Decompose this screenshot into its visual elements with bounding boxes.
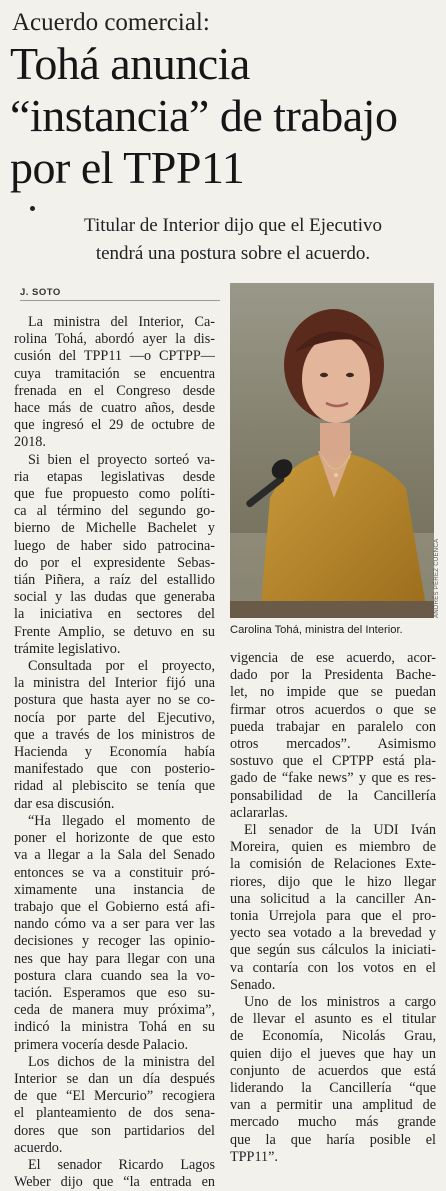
body-line: bierno de Michelle Bachelet y xyxy=(14,520,215,537)
body-line: que la que haría posible el xyxy=(230,1131,436,1148)
deck-line: Titular de Interior dijo que el Ejecutivo xyxy=(84,215,382,236)
body-line: ridad al plebiscito se tenía que xyxy=(14,778,215,795)
headline-line: “instancia” de trabajo xyxy=(10,90,398,141)
article-headline xyxy=(10,38,440,194)
body-line: de llevar el asunto es el titular xyxy=(230,1011,436,1028)
body-line: primera vocería desde Palacio. xyxy=(14,1036,189,1053)
body-line: frenada en el Congreso desde xyxy=(14,382,215,399)
body-line: La ministra del Interior, Ca- xyxy=(28,314,215,330)
body-line: Moreira, quien es miembro de xyxy=(230,839,436,856)
body-line: hace más de cuatro años, desde xyxy=(14,400,215,417)
body-line: cuya tramitación se encuentra xyxy=(14,365,215,382)
body-line: manifestado que con posterio- xyxy=(14,761,215,778)
body-line: va contaría con los votos en el xyxy=(230,959,436,976)
body-line: nocía por parte del Ejecutivo, xyxy=(14,709,215,726)
body-line: ca al término del segundo go- xyxy=(14,503,215,520)
body-line: nes que hay para llegar con una xyxy=(14,950,215,967)
body-line: tación. Esperamos que eso su- xyxy=(14,984,215,1001)
article-photo xyxy=(230,283,434,618)
body-line: indicó la ministra Tohá en su xyxy=(14,1019,215,1036)
byline-divider xyxy=(20,300,220,301)
body-line: de que “El Mercurio” recogiera xyxy=(14,1088,215,1105)
body-line: ceda de manera muy próxima”, xyxy=(14,1002,215,1019)
body-line: Los dichos de la ministra del xyxy=(28,1053,215,1070)
article-deck xyxy=(28,212,438,268)
body-line: quien dijo el jueves que hay un xyxy=(230,1045,436,1062)
body-line: entonces se va a constituir pró- xyxy=(14,864,215,881)
body-line: pueda trabajar en paralelo con xyxy=(230,718,436,735)
body-line: TPP11”. xyxy=(230,1148,278,1165)
body-line: luego de haber sido patrocina- xyxy=(14,537,215,554)
body-line: liderando la Cancillería “que xyxy=(230,1080,436,1097)
deck-line: tendrá una postura sobre el acuerdo. xyxy=(95,243,371,264)
body-line: el planteamiento de dos sena- xyxy=(14,1105,215,1122)
body-line: Weber dijo que “la entrada en xyxy=(14,1174,215,1191)
body-line: gado de “fake news” y que es res- xyxy=(230,770,436,787)
body-line: postura clara cuando sea la vo- xyxy=(14,967,215,984)
body-line: Senado. xyxy=(230,976,276,993)
body-line: “Ha llegado el momento de xyxy=(28,812,215,829)
body-line: Hacienda y Economía había xyxy=(14,744,215,761)
body-line: la iniciativa en sectores del xyxy=(14,606,215,623)
body-line: tián Piñera, a raíz del estallido xyxy=(14,572,215,589)
body-line: van a permitir una amplitud de xyxy=(230,1097,436,1114)
headline-line: Tohá anuncia xyxy=(10,38,250,89)
body-line: Interior se dan un día después xyxy=(14,1070,215,1087)
body-line: firmar otros acuerdos o que se xyxy=(230,701,436,718)
body-line: El senador Ricardo Lagos xyxy=(28,1156,215,1173)
body-line: dores que son partidarios del xyxy=(14,1122,215,1139)
body-line: let, no impide que se puedan xyxy=(230,684,436,701)
body-line: social y las dudas que generaba xyxy=(14,589,215,606)
body-line: ria etapas legislativas desde xyxy=(14,468,215,485)
body-line: tonia Urrejola para que el pro- xyxy=(230,908,436,925)
body-line: decisiones y recoger las opinio- xyxy=(14,933,215,950)
body-line: poner el horizonte de que esto xyxy=(14,830,215,847)
body-line: la ministra del Interior fijó una xyxy=(14,675,215,692)
body-line: Uno de los ministros a cargo xyxy=(244,994,436,1011)
byline: J. SOTO xyxy=(20,287,61,298)
body-line: acuerdo. xyxy=(14,1139,63,1156)
body-line: que según sus cálculos la iniciati- xyxy=(230,942,436,959)
body-line: conjunto de acuerdos que está xyxy=(230,1062,436,1079)
body-line: 2018. xyxy=(14,434,46,451)
body-line: dar esa discusión. xyxy=(14,795,115,812)
body-line: mercado mucho más grande xyxy=(230,1114,436,1131)
body-line: vigencia de ese acuerdo, acor- xyxy=(230,650,436,666)
headline-line: por el TPP11 xyxy=(10,142,245,193)
body-line: yecto sea votado a la brevedad y xyxy=(230,925,436,942)
body-line: que a través de los ministros de xyxy=(14,726,215,743)
photo-credit: ANDRÉS PÉREZ CUENCA xyxy=(434,538,440,618)
body-line: la comisión de Relaciones Exte- xyxy=(230,856,436,873)
body-line: ponsabilidad de la Cancillería xyxy=(230,787,436,804)
body-line: cusión del TPP11 —o CPTPP— xyxy=(14,348,215,365)
body-line: aclararlas. xyxy=(230,804,288,821)
body-line: que fue propuesto como políti- xyxy=(14,486,215,503)
bullet-dot-icon xyxy=(30,206,35,211)
body-line: nando cómo va a ser para ver las xyxy=(14,916,215,933)
portrait-illustration xyxy=(230,283,434,618)
body-line: sostuvo que el CPTPP está pla- xyxy=(230,753,436,770)
body-line: trámite legislativo. xyxy=(14,640,121,657)
body-line: Frente Amplio, se detuvo en su xyxy=(14,623,215,640)
body-line: una solicitud a la canciller An- xyxy=(230,890,436,907)
article-body-column-1 xyxy=(14,314,215,1191)
body-line: otros mercados”. Asimismo xyxy=(230,736,436,753)
body-line: riores, dijo que le hizo llegar xyxy=(230,873,436,890)
article-kicker: Acuerdo comercial: xyxy=(12,9,210,36)
body-line: dado por la Presidenta Bache- xyxy=(230,667,436,684)
body-line: que ingresó el 29 de octubre de xyxy=(14,417,215,434)
body-line: Consultada por el proyecto, xyxy=(28,658,215,675)
body-line: ximamente una instancia de xyxy=(14,881,215,898)
body-line: postura que hasta ayer no se co- xyxy=(14,692,215,709)
article-body-column-2 xyxy=(230,650,436,1166)
body-line: de Economía, Nicolás Grau, xyxy=(230,1028,436,1045)
body-line: trabajo que el Gobierno está afi- xyxy=(14,898,215,915)
body-line: do por el expresidente Sebas- xyxy=(14,554,215,571)
body-line: El senador de la UDI Iván xyxy=(244,822,436,839)
body-line: va a llegar a la Sala del Senado xyxy=(14,847,215,864)
photo-caption: Carolina Tohá, ministra del Interior. xyxy=(230,624,403,636)
body-line: Si bien el proyecto sorteó va- xyxy=(28,451,215,468)
body-line: rolina Tohá, abordó ayer la dis- xyxy=(14,331,215,348)
